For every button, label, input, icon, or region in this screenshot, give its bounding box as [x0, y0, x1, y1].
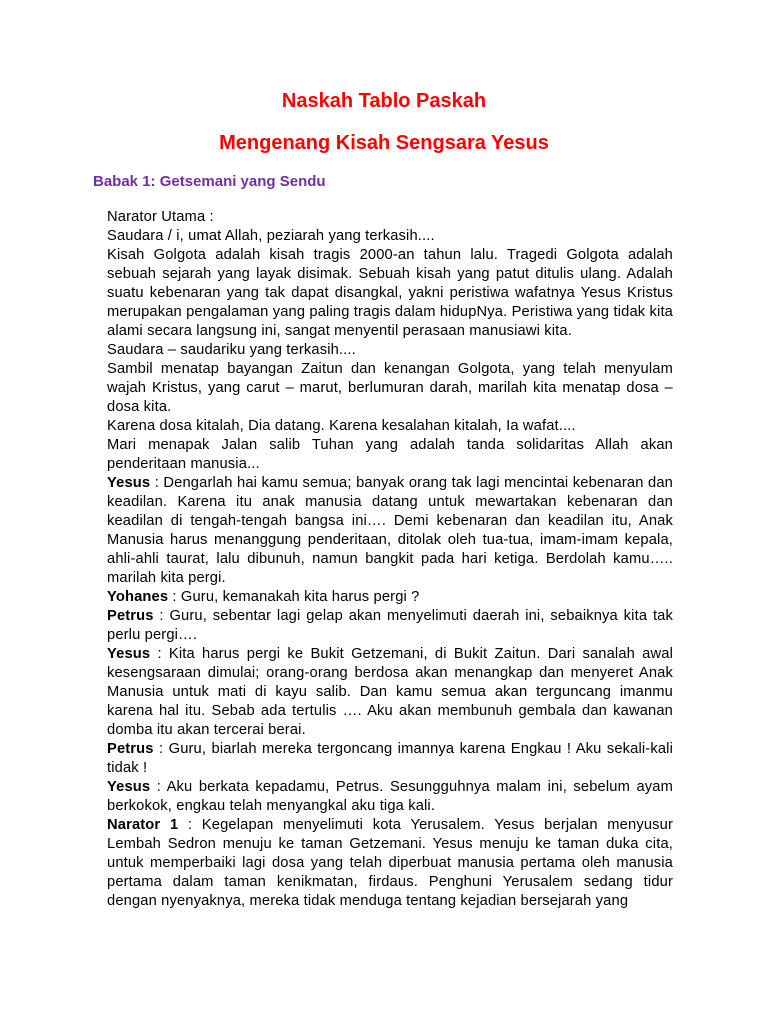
- script-paragraph: [107, 474, 673, 588]
- script-paragraph: [107, 740, 673, 778]
- script-paragraph: [107, 360, 673, 417]
- script-body: [107, 208, 673, 911]
- paragraph-text: : Guru, kemanakah kita harus pergi ?: [168, 589, 420, 605]
- speaker-name: Petrus: [107, 741, 154, 757]
- script-paragraph: [107, 607, 673, 645]
- paragraph-text: Sambil menatap bayangan Zaitun dan kenangan Golgota, yang telah menyulam wajah Kristus, yang carut – marut, berlumuran darah, marilah kita menatap dosa – dosa kita.: [107, 361, 673, 415]
- section-heading: Babak 1: Getsemani yang Sendu: [93, 173, 326, 190]
- speaker-name: Petrus: [107, 608, 154, 624]
- paragraph-text: : Dengarlah hai kamu semua; banyak orang tak lagi mencintai kebenaran dan keadilan. Karena itu anak manusia datang untuk mewartakan kebenaran dan keadilan di tengah-tengah bangsa ini…. Demi kebenaran dan keadilan itu, Anak Manusia harus menanggung penderitaan, ditolak oleh tua-tua, imam-imam kepala, ahli-ahli taurat, lalu dibunuh, namun bangkit pada hari ketiga. Berdolah kamu….. marilah kita pergi.: [107, 475, 673, 586]
- paragraph-text: : Kegelapan menyelimuti kota Yerusalem. Yesus berjalan menyusur Lembah Sedron menuju ke taman Getzemani. Yesus menuju ke taman duka cita, untuk memperbaiki lagi dosa yang telah diperbuat manusia pertama oleh manusia pertama dalam taman kenikmatan, firdaus. Penghuni Yerusalem sedang tidur dengan nyenyaknya, mereka tidak menduga tentang kejadian bersejarah yang: [107, 817, 673, 909]
- script-paragraph: [107, 816, 673, 911]
- script-paragraph: [107, 341, 673, 360]
- script-paragraph: [107, 208, 673, 227]
- paragraph-text: : Aku berkata kepadamu, Petrus. Sesungguhnya malam ini, sebelum ayam berkokok, engkau telah menyangkal aku tiga kali.: [107, 779, 673, 814]
- paragraph-text: : Guru, sebentar lagi gelap akan menyelimuti daerah ini, sebaiknya kita tak perlu pergi….: [107, 608, 673, 643]
- document-subtitle: Mengenang Kisah Sengsara Yesus: [219, 132, 549, 154]
- speaker-name: Yesus: [107, 475, 151, 491]
- script-paragraph: [107, 645, 673, 740]
- script-paragraph: [107, 436, 673, 474]
- paragraph-text: : Guru, biarlah mereka tergoncang imannya karena Engkau ! Aku sekali-kali tidak !: [107, 741, 673, 776]
- script-paragraph: [107, 227, 673, 246]
- document-title: Naskah Tablo Paskah: [281, 90, 487, 112]
- speaker-name: Narator 1: [107, 817, 179, 833]
- paragraph-text: Mari menapak Jalan salib Tuhan yang adalah tanda solidaritas Allah akan penderitaan manusia...: [107, 437, 673, 472]
- paragraph-text: Saudara – saudariku yang terkasih....: [107, 342, 356, 358]
- paragraph-text: Narator Utama :: [107, 209, 214, 225]
- speaker-name: Yesus: [107, 779, 151, 795]
- script-paragraph: [107, 588, 673, 607]
- script-paragraph: [107, 246, 673, 341]
- paragraph-text: Saudara / i, umat Allah, peziarah yang terkasih....: [107, 228, 435, 244]
- paragraph-text: Karena dosa kitalah, Dia datang. Karena kesalahan kitalah, Ia wafat....: [107, 418, 576, 434]
- speaker-name: Yesus: [107, 646, 151, 662]
- paragraph-text: : Kita harus pergi ke Bukit Getzemani, di Bukit Zaitun. Dari sanalah awal kesengsaraan dimulai; orang-orang berdosa akan menangkap dan menyeret Anak Manusia untuk mati di kayu salib. Dan kamu semua akan terguncang imanmu karena hal itu. Sebab ada tertulis …. Aku akan membunuh gembala dan kawanan domba itu akan tercerai berai.: [107, 646, 673, 738]
- paragraph-text: Kisah Golgota adalah kisah tragis 2000-an tahun lalu. Tragedi Golgota adalah sebuah sejarah yang layak disimak. Sebuah kisah yang patut ditulis ulang. Adalah suatu kebenaran yang tak dapat disangkal, yakni peristiwa wafatnya Yesus Kristus merupakan pengalaman yang paling tragis dalam hidupNya. Peristiwa yang tidak kita alami secara langsung ini, sangat menyentil perasaan manusiawi kita.: [107, 247, 673, 339]
- script-paragraph: [107, 778, 673, 816]
- speaker-name: Yohanes: [107, 589, 169, 605]
- script-paragraph: [107, 417, 673, 436]
